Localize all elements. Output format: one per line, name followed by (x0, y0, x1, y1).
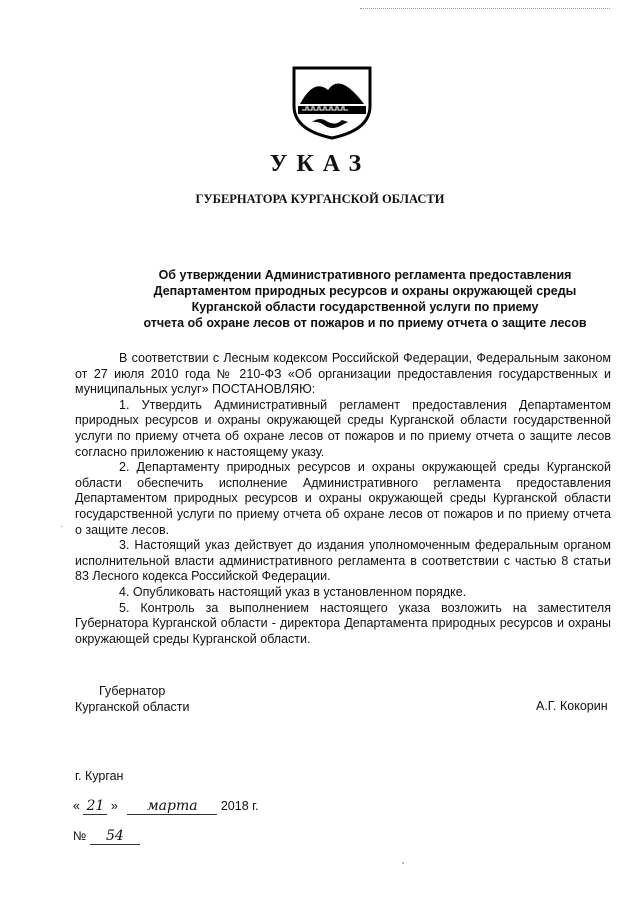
decree-body (75, 351, 611, 647)
heading-line: Об утверждении Административного регламента предоставления (158, 268, 572, 282)
date-day: 21 (83, 798, 107, 815)
date-line (73, 798, 333, 820)
heading-line: отчета об охране лесов от пожаров и по приему отчета о защите лесов (143, 316, 587, 330)
body-paragraph: 2. Департаменту природных ресурсов и охраны окружающей среды Курганской области обеспечить исполнение Административного регламента предоставления Департаментом природных ресурсов и охраны окружающей среды Курганской области государственной услуги по приему отчета об охране лесов от пожаров и по приему отчета о защите лесов. (75, 460, 611, 537)
heading-line: Департаментом природных ресурсов и охраны окружающей среды (153, 284, 577, 298)
date-month: марта (127, 798, 217, 815)
number-line (73, 828, 140, 850)
document-title: УКАЗ (269, 151, 371, 177)
signature-name: А.Г. Кокорин (536, 699, 608, 713)
date-close-quote: » (110, 799, 118, 813)
body-paragraph: 3. Настоящий указ действует до издания уполномоченным федеральным органом исполнительной власти административного регламента в соответствии с частью 8 статьи 83 Лесного кодекса Российской Федерации. (75, 538, 611, 584)
signature-position (75, 683, 190, 715)
decree-number: 54 (90, 828, 140, 845)
city-label: г. Курган (75, 769, 124, 783)
scan-noise-line (360, 8, 610, 12)
body-paragraph: В соответствии с Лесным кодексом Российской Федерации, Федеральным законом от 27 июля 2010 года № 210-ФЗ «Об организации предоставления государственных и муниципальных услуг» ПОСТАНОВЛЯЮ: (75, 351, 611, 397)
date-year: 2018 г. (220, 799, 259, 813)
kurgan-coat-of-arms-icon (290, 66, 374, 140)
decree-heading (110, 267, 620, 331)
number-prefix: № (73, 829, 87, 843)
body-paragraph: 1. Утвердить Административный регламент предоставления Департаментом природных ресурсов и охраны окружающей среды Курганской области государственной услуги по приему отчета об охране лесов от пожаров и по приему отчета о защите лесов согласно приложению к настоящему указу. (75, 397, 611, 459)
scan-dot (402, 862, 404, 864)
document-subtitle: ГУБЕРНАТОРА КУРГАНСКОЙ ОБЛАСТИ (195, 192, 445, 206)
heading-line: Курганской области государственной услуги по приему (191, 300, 539, 314)
date-open-quote: « (73, 799, 80, 813)
body-paragraph: 4. Опубликовать настоящий указ в установленном порядке. (119, 584, 467, 599)
signature-position-line: Губернатор (99, 684, 166, 698)
signature-position-line: Курганской области (75, 700, 190, 714)
body-paragraph: 5. Контроль за выполнением настоящего указа возложить на заместителя Губернатора Курганской области - директора Департамента природных ресурсов и охраны окружающей среды Курганской области. (75, 600, 611, 646)
margin-mark: · (60, 521, 64, 532)
